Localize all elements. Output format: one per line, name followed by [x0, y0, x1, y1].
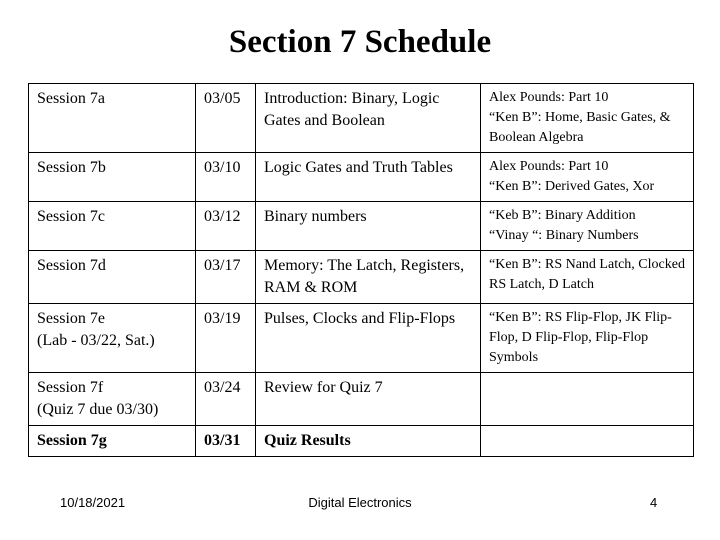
date-cell: 03/10: [196, 153, 256, 202]
assignment-cell: Alex Pounds: Part 10 “Ken B”: Derived Gates, Xor: [481, 153, 694, 202]
session-cell: Session 7c: [29, 202, 196, 251]
table-row: [29, 251, 694, 304]
topic-cell: Review for Quiz 7: [256, 373, 481, 426]
footer-page-number: 4: [650, 495, 658, 510]
footer-course: Digital Electronics: [308, 495, 412, 510]
session-cell: Session 7d: [29, 251, 196, 304]
table-row: [29, 202, 694, 251]
assignment-cell: “Keb B”: Binary Addition “Vinay “: Binary Numbers: [481, 202, 694, 251]
date-cell: 03/24: [196, 373, 256, 426]
topic-cell: Quiz Results: [256, 426, 481, 457]
topic-cell: Pulses, Clocks and Flip-Flops: [256, 304, 481, 373]
date-cell: 03/31: [196, 426, 256, 457]
assignment-cell: [481, 373, 694, 426]
assignment-cell: “Ken B”: RS Nand Latch, Clocked RS Latch, D Latch: [481, 251, 694, 304]
page-title: Section 7 Schedule: [228, 24, 492, 60]
table-row: [29, 373, 694, 426]
schedule-body: [29, 84, 694, 457]
table-row: [29, 304, 694, 373]
footer-date: 10/18/2021: [60, 495, 126, 510]
session-cell: Session 7g: [29, 426, 196, 457]
table-row: [29, 153, 694, 202]
topic-cell: Binary numbers: [256, 202, 481, 251]
session-cell: Session 7b: [29, 153, 196, 202]
session-cell: Session 7f (Quiz 7 due 03/30): [29, 373, 196, 426]
date-cell: 03/19: [196, 304, 256, 373]
schedule-table: [28, 83, 694, 457]
assignment-cell: [481, 426, 694, 457]
session-cell: Session 7a: [29, 84, 196, 153]
assignment-cell: “Ken B”: RS Flip-Flop, JK Flip-Flop, D Flip-Flop, Flip-Flop Symbols: [481, 304, 694, 373]
date-cell: 03/05: [196, 84, 256, 153]
session-cell: Session 7e (Lab - 03/22, Sat.): [29, 304, 196, 373]
date-cell: 03/17: [196, 251, 256, 304]
table-row: [29, 426, 694, 457]
topic-cell: Introduction: Binary, Logic Gates and Boolean: [256, 84, 481, 153]
table-row: [29, 84, 694, 153]
date-cell: 03/12: [196, 202, 256, 251]
assignment-cell: Alex Pounds: Part 10 “Ken B”: Home, Basic Gates, & Boolean Algebra: [481, 84, 694, 153]
topic-cell: Logic Gates and Truth Tables: [256, 153, 481, 202]
topic-cell: Memory: The Latch, Registers, RAM & ROM: [256, 251, 481, 304]
